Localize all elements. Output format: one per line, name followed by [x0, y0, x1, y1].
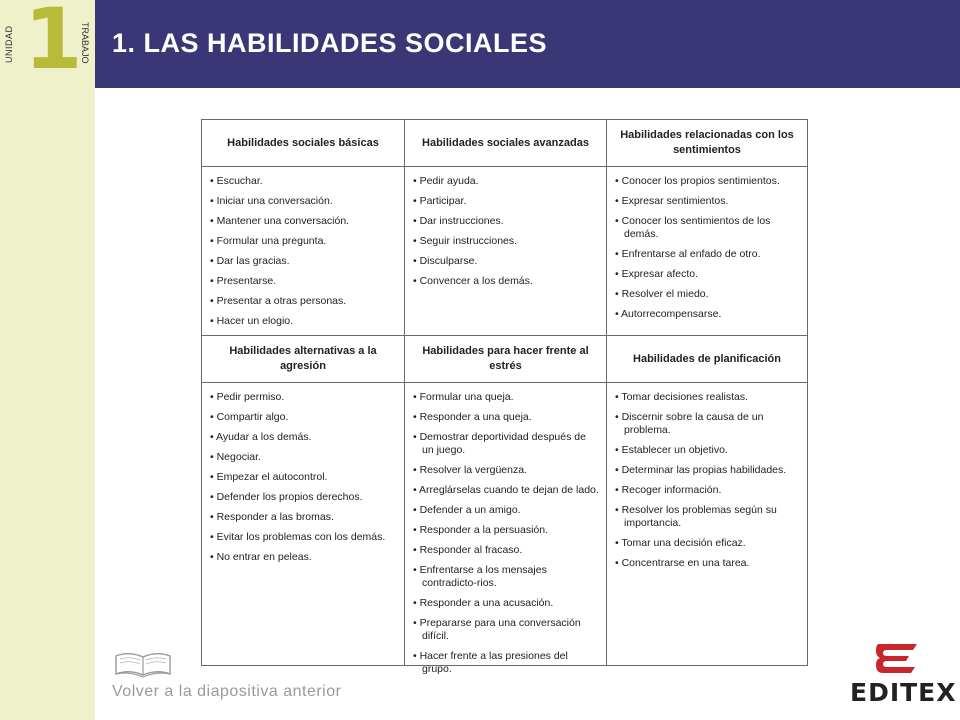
- list-item: • Expresar afecto.: [615, 268, 801, 281]
- editex-logo-text: EDITEX: [850, 678, 957, 707]
- list-item: • Disculparse.: [413, 255, 600, 268]
- editex-logo-icon: [873, 640, 923, 676]
- list-item: • Responder al fracaso.: [413, 544, 600, 557]
- list-item: • Compartir algo.: [210, 411, 398, 424]
- table-header-row: [202, 336, 807, 383]
- list-item: • Escuchar.: [210, 175, 398, 188]
- list-item: • Empezar el autocontrol.: [210, 471, 398, 484]
- skills-table: [201, 119, 808, 675]
- skills-list: [607, 383, 807, 570]
- table-header-cell: Habilidades sociales básicas: [202, 120, 405, 166]
- unit-sub: TRABAJO: [80, 22, 90, 64]
- unit-label: UNIDAD: [4, 25, 14, 63]
- back-link[interactable]: Volver a la diapositiva anterior: [112, 683, 342, 700]
- list-item: • Defender a un amigo.: [413, 504, 600, 517]
- list-item: • Determinar las propias habilidades.: [615, 464, 801, 477]
- sidebar: [0, 0, 95, 720]
- list-item: • Resolver el miedo.: [615, 288, 801, 301]
- list-item: • Expresar sentimientos.: [615, 195, 801, 208]
- list-item: • Presentarse.: [210, 275, 398, 288]
- list-item: • Demostrar deportividad después de un juego.: [413, 431, 600, 457]
- list-item: • Responder a una queja.: [413, 411, 600, 424]
- list-item: • Tomar una decisión eficaz.: [615, 537, 801, 550]
- list-item: • Recoger información.: [615, 484, 801, 497]
- skills-list: [202, 167, 404, 328]
- list-item: • Iniciar una conversación.: [210, 195, 398, 208]
- skills-list: [202, 383, 404, 564]
- list-item: • Pedir permiso.: [210, 391, 398, 404]
- list-item: • Dar instrucciones.: [413, 215, 600, 228]
- list-item: • Mantener una conversación.: [210, 215, 398, 228]
- list-item: • Ayudar a los demás.: [210, 431, 398, 444]
- list-item: • Participar.: [413, 195, 600, 208]
- list-item: • Resolver la vergüenza.: [413, 464, 600, 477]
- table-header-cell: Habilidades sociales avanzadas: [405, 120, 607, 166]
- list-item: • Concentrarse en una tarea.: [615, 557, 801, 570]
- list-item: • Arreglárselas cuando te dejan de lado.: [413, 484, 600, 497]
- skills-list: [405, 167, 606, 288]
- list-item: • Discernir sobre la causa de un problema.: [615, 411, 801, 437]
- unit-badge: [0, 0, 95, 88]
- list-item: • Prepararse para una conversación difícil.: [413, 617, 600, 643]
- list-item: • Hacer frente a las presiones del grupo.: [413, 650, 600, 676]
- table-body-row: [202, 383, 807, 675]
- list-item: • Establecer un objetivo.: [615, 444, 801, 457]
- list-item: • Responder a una acusación.: [413, 597, 600, 610]
- list-item: • Enfrentarse a los mensajes contradicto-rios.: [413, 564, 600, 590]
- list-item: • Responder a la persuasión.: [413, 524, 600, 537]
- table-header-cell: Habilidades relacionadas con los sentimientos: [620, 129, 794, 156]
- list-item: • Conocer los sentimientos de los demás.: [615, 215, 801, 241]
- list-item: • Resolver los problemas según su importancia.: [615, 504, 801, 530]
- list-item: • Tomar decisiones realistas.: [615, 391, 801, 404]
- list-item: • Hacer un elogio.: [210, 315, 398, 328]
- table-header-row: [202, 120, 807, 167]
- table-header-cell: Habilidades para hacer frente al estrés: [405, 336, 607, 382]
- list-item: • Autorrecompensarse.: [615, 308, 801, 321]
- list-item: • Responder a las bromas.: [210, 511, 398, 524]
- table-header-cell: Habilidades de planificación: [633, 352, 781, 365]
- list-item: • Presentar a otras personas.: [210, 295, 398, 308]
- list-item: • Seguir instrucciones.: [413, 235, 600, 248]
- list-item: • Negociar.: [210, 451, 398, 464]
- open-book-icon[interactable]: [114, 650, 172, 680]
- list-item: • Pedir ayuda.: [413, 175, 600, 188]
- list-item: • Formular una queja.: [413, 391, 600, 404]
- unit-number: 1: [24, 0, 83, 88]
- page-title: 1. LAS HABILIDADES SOCIALES: [112, 28, 548, 58]
- skills-list: [405, 383, 606, 676]
- list-item: • Convencer a los demás.: [413, 275, 600, 288]
- list-item: • Defender los propios derechos.: [210, 491, 398, 504]
- list-item: • Evitar los problemas con los demás.: [210, 531, 398, 544]
- table-body-row: [202, 167, 807, 336]
- skills-list: [607, 167, 807, 321]
- list-item: • Enfrentarse al enfado de otro.: [615, 248, 801, 261]
- list-item: • No entrar en peleas.: [210, 551, 398, 564]
- list-item: • Dar las gracias.: [210, 255, 398, 268]
- table-header-cell: Habilidades alternativas a la agresión: [202, 336, 405, 382]
- list-item: • Formular una pregunta.: [210, 235, 398, 248]
- list-item: • Conocer los propios sentimientos.: [615, 175, 801, 188]
